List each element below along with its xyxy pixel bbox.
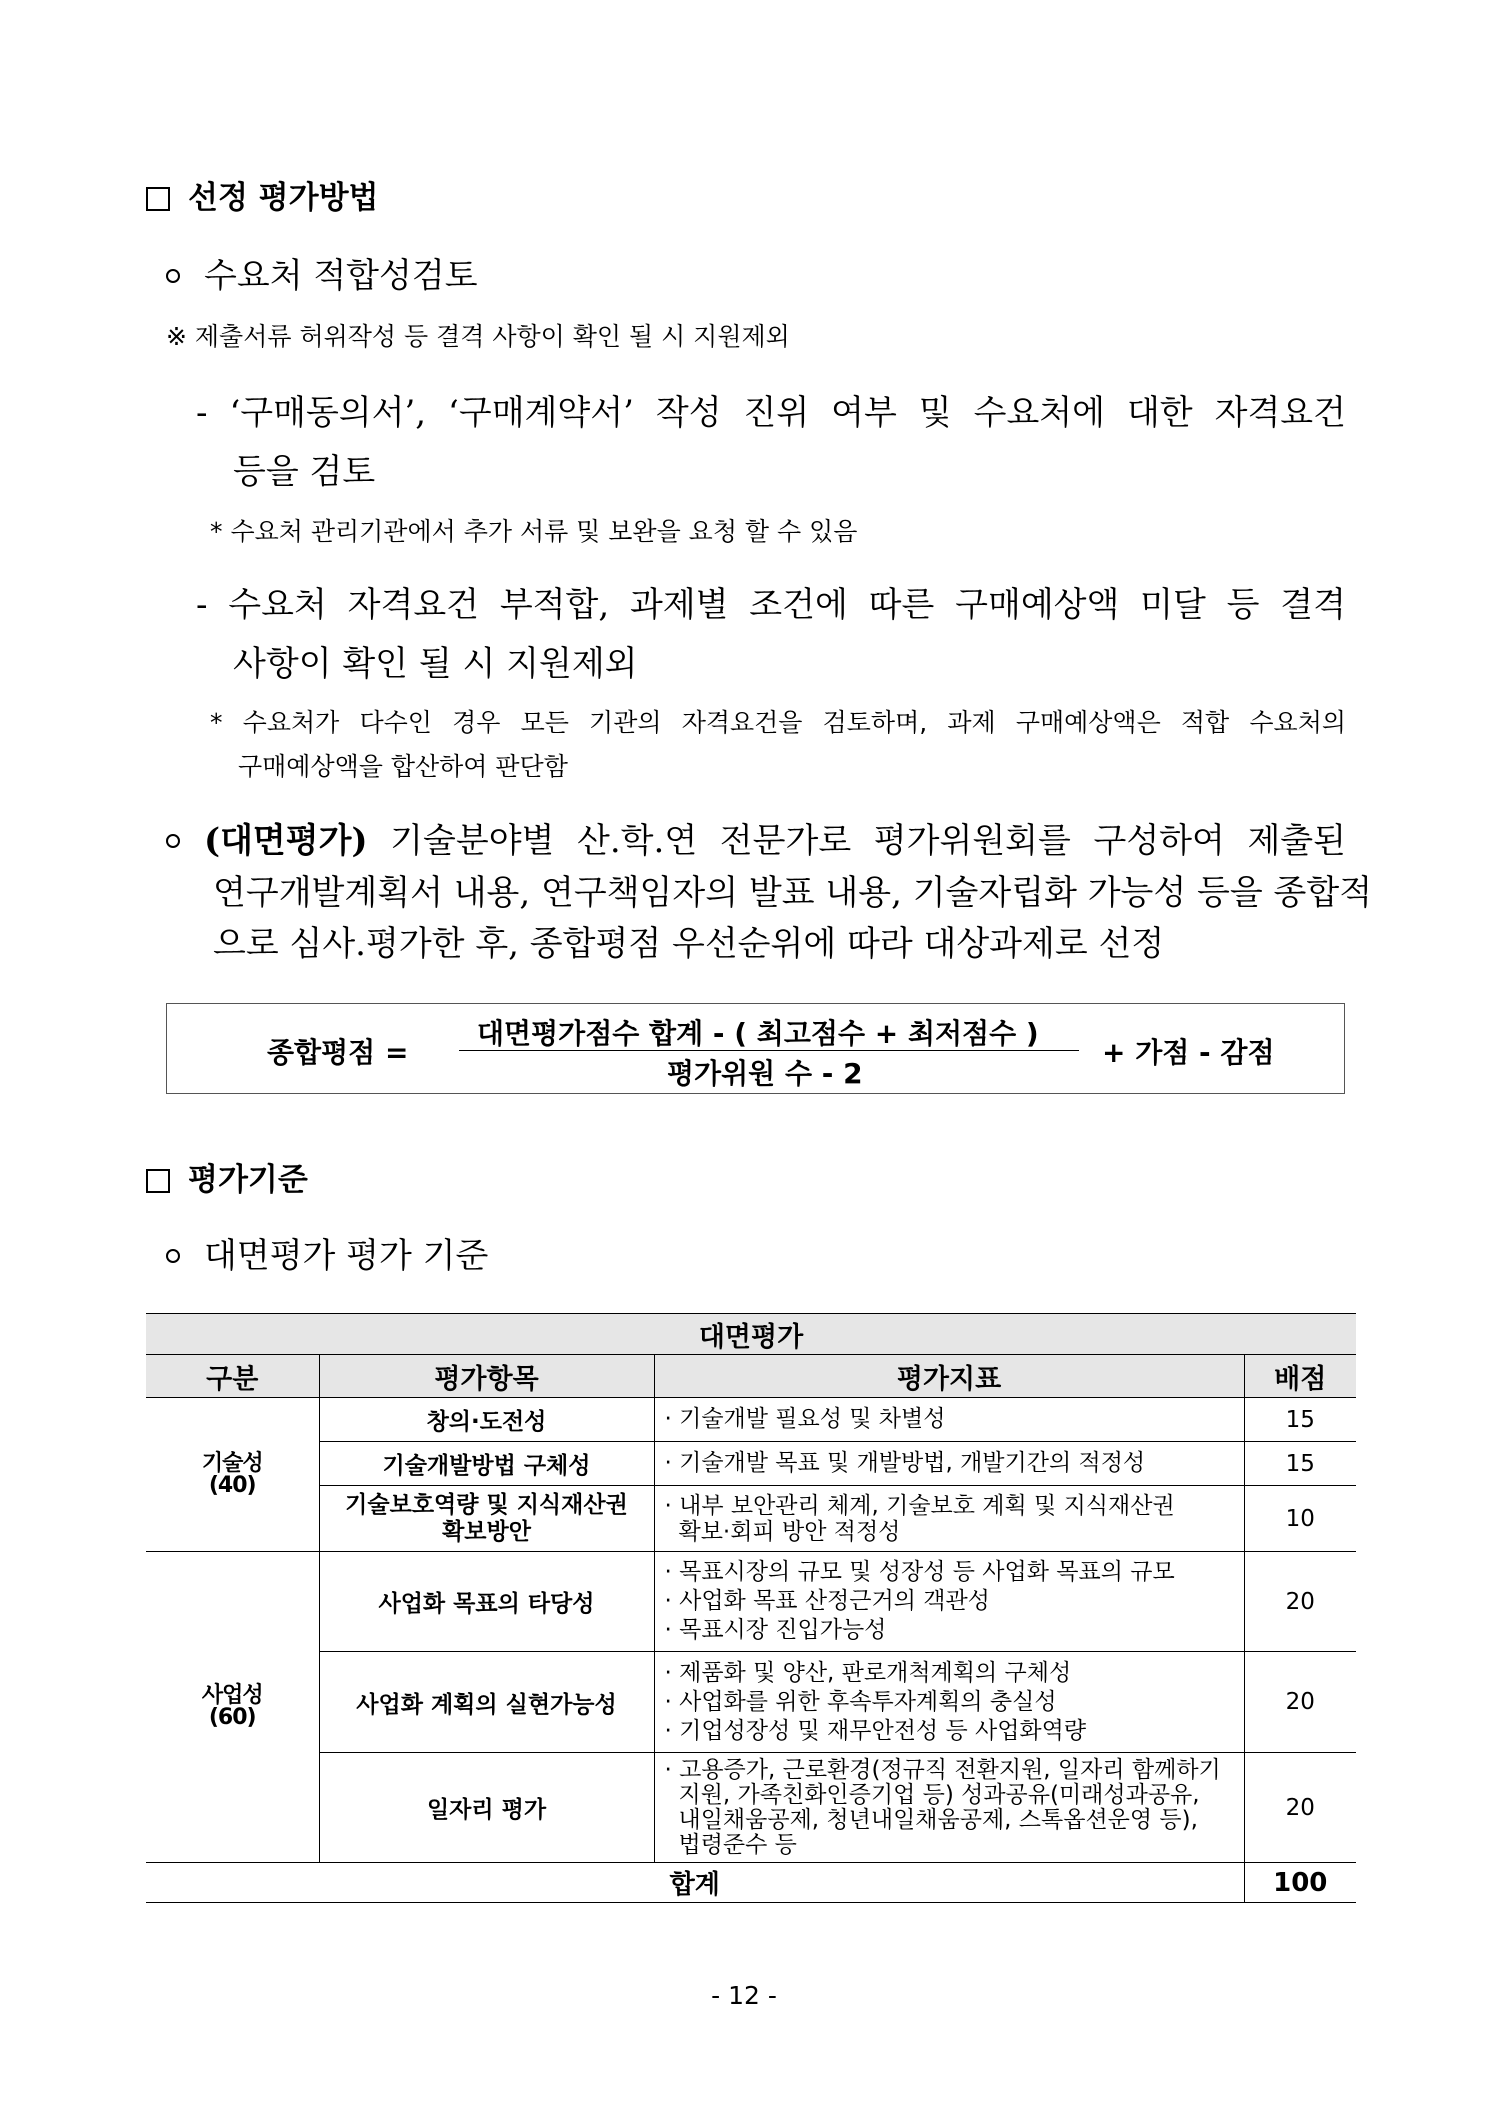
total-label: 합계 — [146, 1863, 1244, 1903]
indicator-cell: · 내부 보안관리 체계, 기술보호 계획 및 지식재산권 확보·회피 방안 적정성 — [654, 1486, 1244, 1552]
header-indicator: 평가지표 — [654, 1355, 1244, 1398]
table-row — [146, 1398, 1356, 1442]
total-row — [146, 1863, 1356, 1903]
circle-bullet-icon — [166, 834, 180, 848]
star-note-2-line2: 구매예상액을 합산하여 판단함 — [238, 752, 568, 781]
formula-denominator: 평가위원 수 - 2 — [667, 1057, 863, 1090]
table-row — [146, 1753, 1356, 1863]
note-disqualification: ※ 제출서류 허위작성 등 결격 사항이 확인 될 시 지원제외 — [166, 322, 790, 351]
dash-item-1-line2: 등을 검토 — [233, 452, 376, 492]
page-number: - 12 - — [711, 1981, 777, 2010]
score-cell: 20 — [1244, 1552, 1356, 1652]
indicator-cell: · 기술개발 필요성 및 차별성 — [654, 1398, 1244, 1442]
item-cell: 기술보호역량 및 지식재산권 확보방안 — [319, 1486, 654, 1552]
formula-box — [166, 1003, 1345, 1094]
section-title-selection-method: 선정 평가방법 — [146, 172, 378, 217]
table-row — [146, 1486, 1356, 1552]
score-cell: 20 — [1244, 1652, 1356, 1753]
dash-item-2-line2: 사항이 확인 될 시 지원제외 — [233, 644, 638, 684]
indicator-cell: · 제품화 및 양산, 판로개척계획의 구체성 · 사업화를 위한 후속투자계획의 충실성 · 기업성장성 및 재무안전성 등 사업화역량 — [654, 1652, 1244, 1753]
star-note-2-line1: * 수요처가 다수인 경우 모든 기관의 자격요건을 검토하며, 과제 구매예상액은 적합 수요처의 — [210, 708, 1346, 737]
score-cell: 20 — [1244, 1753, 1356, 1863]
bullet-demand-review: 수요처 적합성검토 — [166, 248, 478, 297]
category-technical: 기술성 (40) — [146, 1398, 319, 1552]
formula-lhs: 종합평점 = — [267, 1036, 409, 1069]
item-cell: 일자리 평가 — [319, 1753, 654, 1863]
star-note-1: * 수요처 관리기관에서 추가 서류 및 보완을 요청 할 수 있음 — [210, 517, 858, 546]
circle-bullet-icon — [166, 1249, 180, 1263]
table-row — [146, 1552, 1356, 1652]
item-cell: 사업화 목표의 타당성 — [319, 1552, 654, 1652]
dash-item-2-line1: - 수요처 자격요건 부적합, 과제별 조건에 따른 구매예상액 미달 등 결격 — [196, 585, 1346, 625]
item-cell: 창의·도전성 — [319, 1398, 654, 1442]
score-cell: 15 — [1244, 1398, 1356, 1442]
indicator-cell: · 기술개발 목표 및 개발방법, 개발기간의 적정성 — [654, 1442, 1244, 1486]
indicator-cell: · 고용증가, 근로환경(정규직 전환지원, 일자리 함께하기 지원, 가족친화인증기업 등) 성과공유(미래성과공유, 내일채움공제, 청년내일채움공제, 스톡옵션운영 등), 법령준수 등 — [654, 1753, 1244, 1863]
score-cell: 15 — [1244, 1442, 1356, 1486]
score-cell: 10 — [1244, 1486, 1356, 1552]
bullet-face-to-face-line1: (대면평가) 기술분야별 산.학.연 전문가로 평가위원회를 구성하여 제출된 — [166, 813, 1346, 862]
section-title-criteria: 평가기준 — [146, 1154, 308, 1199]
square-bullet-icon — [146, 187, 170, 211]
total-score: 100 — [1244, 1863, 1356, 1903]
square-bullet-icon — [146, 1169, 170, 1193]
bullet-face-to-face-line3: 으로 심사.평가한 후, 종합평점 우선순위에 따라 대상과제로 선정 — [213, 924, 1165, 964]
header-item: 평가항목 — [319, 1355, 654, 1398]
formula-rhs: + 가점 - 감점 — [1102, 1036, 1275, 1069]
header-score: 배점 — [1244, 1355, 1356, 1398]
circle-bullet-icon — [166, 269, 180, 283]
table-row — [146, 1652, 1356, 1753]
table-caption: 대면평가 — [146, 1314, 1356, 1355]
bullet-criteria: 대면평가 평가 기준 — [166, 1228, 488, 1277]
category-business: 사업성 (60) — [146, 1552, 319, 1863]
item-cell: 사업화 계획의 실현가능성 — [319, 1652, 654, 1753]
formula-numerator: 대면평가점수 합계 - ( 최고점수 + 최저점수 ) — [477, 1017, 1039, 1050]
evaluation-table — [146, 1313, 1356, 1903]
dash-item-1-line1: - ‘구매동의서’, ‘구매계약서’ 작성 진위 여부 및 수요처에 대한 자격요건 — [196, 393, 1346, 433]
header-category: 구분 — [146, 1355, 319, 1398]
indicator-cell: · 목표시장의 규모 및 성장성 등 사업화 목표의 규모 · 사업화 목표 산정근거의 객관성 · 목표시장 진입가능성 — [654, 1552, 1244, 1652]
table-row — [146, 1442, 1356, 1486]
item-cell: 기술개발방법 구체성 — [319, 1442, 654, 1486]
bullet-face-to-face-line2: 연구개발계획서 내용, 연구책임자의 발표 내용, 기술자립화 가능성 등을 종합적 — [213, 873, 1373, 913]
fraction-bar — [459, 1050, 1079, 1051]
